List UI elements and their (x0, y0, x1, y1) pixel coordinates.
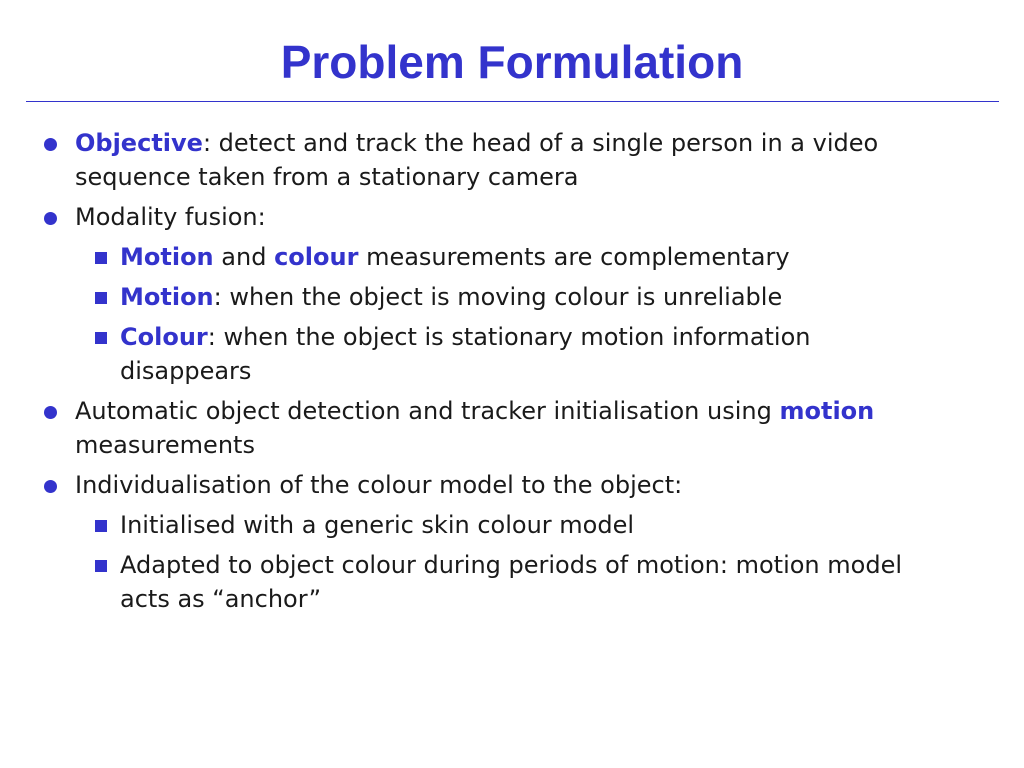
highlight-term: Colour (120, 323, 208, 351)
bullet-list (0, 126, 1024, 622)
bullet-text: measurements are complementary (358, 243, 790, 271)
bullet-text: : detect and track the head of a single person in a video sequence taken from a stationary camera (75, 129, 879, 191)
circle-bullet-icon (44, 406, 57, 419)
sub-bullet-initialised (0, 508, 920, 542)
square-bullet-icon (95, 560, 107, 572)
bullet-text: measurements (75, 431, 255, 459)
square-bullet-icon (95, 332, 107, 344)
highlight-term: motion (779, 397, 875, 425)
bullet-text: : when the object is stationary motion information disappears (120, 323, 811, 385)
square-bullet-icon (95, 520, 107, 532)
bullet-text: : when the object is moving colour is unreliable (213, 283, 783, 311)
bullet-text: Adapted to object colour during periods of motion: motion model acts as “anchor” (120, 551, 903, 613)
circle-bullet-icon (44, 212, 57, 225)
slide-title: Problem Formulation (280, 36, 744, 88)
highlight-term: colour (274, 243, 359, 271)
circle-bullet-icon (44, 480, 57, 493)
bullet-text: Automatic object detection and tracker initialisation using (75, 397, 780, 425)
sub-bullet-colour (0, 320, 920, 388)
highlight-term: Motion (120, 283, 214, 311)
highlight-term: Objective (75, 129, 203, 157)
sub-bullet-adapted (0, 548, 920, 616)
highlight-term: Motion (120, 243, 214, 271)
sub-bullet-motion (0, 280, 920, 314)
bullet-text: Initialised with a generic skin colour model (120, 511, 635, 539)
title-divider (26, 101, 999, 102)
circle-bullet-icon (44, 138, 57, 151)
sub-bullet-complementary (0, 240, 920, 274)
square-bullet-icon (95, 292, 107, 304)
bullet-item-modality-fusion (0, 200, 995, 234)
bullet-item-objective (0, 126, 995, 194)
bullet-item-automatic-detection (0, 394, 995, 462)
bullet-item-individualisation (0, 468, 995, 502)
bullet-text: and (213, 243, 275, 271)
bullet-text: Individualisation of the colour model to the object: (75, 471, 683, 499)
square-bullet-icon (95, 252, 107, 264)
bullet-text: Modality fusion: (75, 203, 266, 231)
